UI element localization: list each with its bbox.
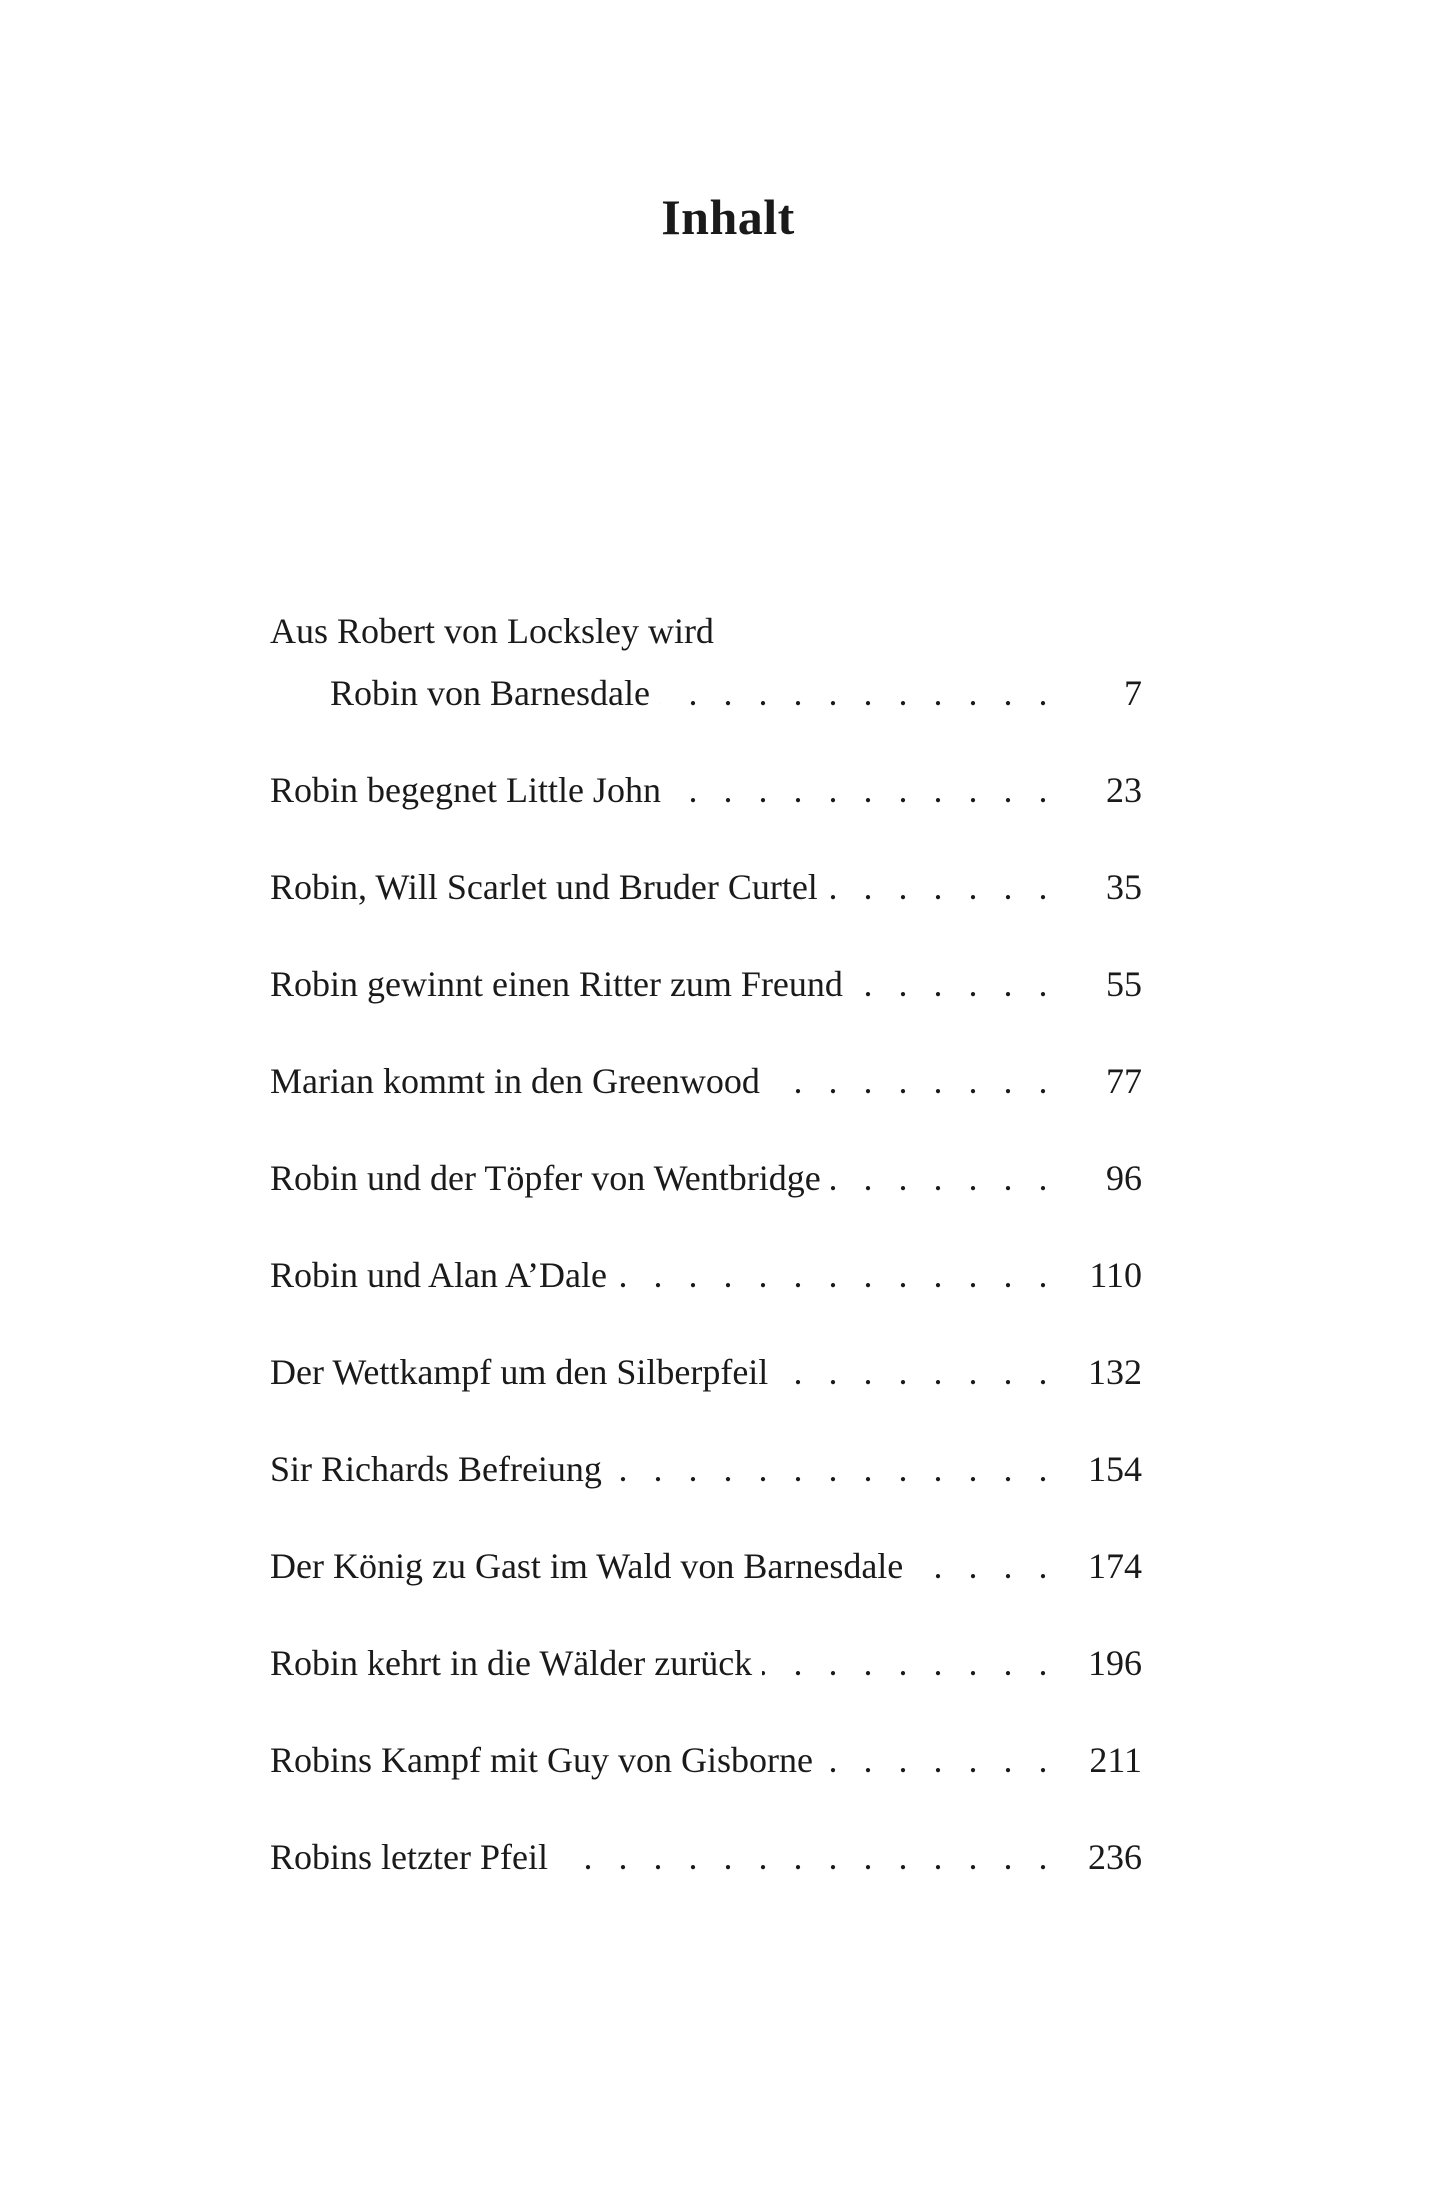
toc-title: Robin begegnet Little John (270, 770, 661, 810)
toc-entry (270, 1244, 1142, 1306)
toc-page-number: 211 (1089, 1740, 1142, 1780)
toc-entry (270, 1535, 1142, 1597)
dot-leader (823, 1729, 1056, 1791)
toc-title: Robin und Alan A’Dale (270, 1255, 607, 1295)
toc-entry (270, 600, 1142, 724)
dot-leader (770, 1050, 1056, 1112)
toc-title: Robin gewinnt einen Ritter zum Freund (270, 964, 843, 1004)
toc-page-number: 55 (1106, 964, 1142, 1004)
toc-title: Robin, Will Scarlet und Bruder Curtel (270, 867, 818, 907)
toc-entry (270, 1438, 1142, 1500)
dot-leader (778, 1341, 1056, 1403)
toc-title: Robins Kampf mit Guy von Gisborne (270, 1740, 813, 1780)
toc-line (270, 1341, 1142, 1403)
toc-line (270, 953, 1142, 1015)
dot-leader (671, 759, 1056, 821)
toc-entry (270, 1050, 1142, 1112)
toc-entry (270, 1632, 1142, 1694)
toc-title: Robins letzter Pfeil (270, 1837, 548, 1877)
toc-line (270, 856, 1142, 918)
toc-line (270, 1438, 1142, 1500)
table-of-contents (270, 600, 1142, 1888)
dot-leader (762, 1632, 1056, 1694)
toc-line (270, 1244, 1142, 1306)
dot-leader (828, 856, 1056, 918)
toc-title: Der Wettkampf um den Silberpfeil (270, 1352, 769, 1392)
page-title: Inhalt (661, 189, 795, 245)
toc-page-number: 110 (1089, 1255, 1142, 1295)
dot-leader (853, 953, 1056, 1015)
toc-line (270, 1050, 1142, 1112)
toc-title: Robin von Barnesdale (330, 673, 650, 713)
toc-page-number: 77 (1106, 1061, 1142, 1101)
toc-page-number: 154 (1088, 1449, 1142, 1489)
dot-leader (612, 1438, 1056, 1500)
dot-leader (660, 662, 1056, 724)
toc-entry (270, 759, 1142, 821)
toc-entry (270, 953, 1142, 1015)
dot-leader (913, 1535, 1056, 1597)
toc-line (270, 662, 1142, 724)
toc-page-number: 236 (1088, 1837, 1142, 1877)
toc-page-number: 23 (1106, 770, 1142, 810)
toc-line (270, 1535, 1142, 1597)
toc-line (270, 1729, 1142, 1791)
toc-entry (270, 1826, 1142, 1888)
toc-line (270, 1826, 1142, 1888)
toc-entry (270, 1147, 1142, 1209)
toc-title: Robin und der Töpfer von Wentbridge (270, 1158, 821, 1198)
toc-title: Marian kommt in den Greenwood (270, 1061, 760, 1101)
toc-page-number: 7 (1124, 673, 1142, 713)
toc-page-number: 174 (1088, 1546, 1142, 1586)
toc-line (270, 1632, 1142, 1694)
toc-title: Sir Richards Befreiung (270, 1449, 602, 1489)
toc-title: Robin kehrt in die Wälder zurück (270, 1643, 753, 1683)
dot-leader (617, 1244, 1056, 1306)
toc-page-number: 96 (1106, 1158, 1142, 1198)
toc-line (270, 600, 1142, 662)
toc-title: Aus Robert von Locksley wird (270, 611, 714, 651)
dot-leader (558, 1826, 1056, 1888)
toc-line (270, 1147, 1142, 1209)
dot-leader (831, 1147, 1056, 1209)
toc-line (270, 759, 1142, 821)
toc-entry (270, 1729, 1142, 1791)
toc-page-number: 132 (1088, 1352, 1142, 1392)
toc-title: Der König zu Gast im Wald von Barnesdale (270, 1546, 904, 1586)
toc-page-number: 196 (1088, 1643, 1142, 1683)
toc-page-number: 35 (1106, 867, 1142, 907)
toc-entry (270, 856, 1142, 918)
toc-entry (270, 1341, 1142, 1403)
